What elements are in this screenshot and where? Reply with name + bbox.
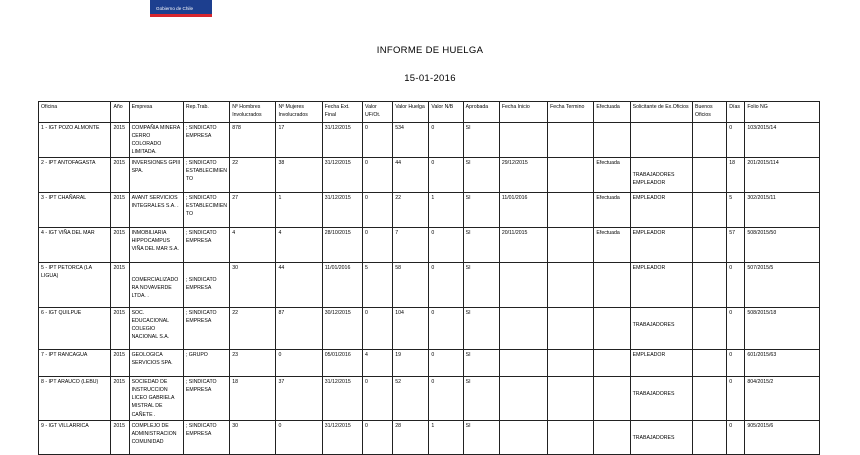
col-header: Folio NG [745, 102, 820, 123]
cell-hombres: 22 [230, 158, 276, 193]
cell-valor-nb: 1 [429, 193, 463, 228]
cell-valor-nb: 0 [429, 308, 463, 350]
cell-oficina: 6 - IGT QUILPUE [39, 308, 111, 350]
cell-valor-huelga: 7 [393, 228, 429, 263]
cell-rep: ; SINDICATO ESTABLECIMIENTO [183, 193, 229, 228]
cell-buenos [693, 228, 727, 263]
cell-mujeres: 17 [276, 123, 322, 158]
cell-mujeres: 37 [276, 377, 322, 420]
cell-dias: 0 [727, 350, 745, 377]
cell-empresa: AVANT SERVICIOS INTEGRALES S.A. . [129, 193, 183, 228]
cell-termino [548, 263, 594, 308]
cell-solicitante [630, 308, 692, 350]
government-logo [150, 0, 212, 17]
cell-fecha-ext: 31/12/2015 [322, 123, 362, 158]
cell-valor-huelga: 22 [393, 193, 429, 228]
cell-dias: 0 [727, 420, 745, 454]
cell-mujeres: 38 [276, 158, 322, 193]
col-header: Valor N/B [429, 102, 463, 123]
cell-buenos [693, 193, 727, 228]
cell-buenos [693, 377, 727, 420]
cell-empresa: COMPAÑIA MINERA CERRO COLORADO LIMITADA. [129, 123, 183, 158]
cell-efectuada [594, 123, 630, 158]
cell-termino [548, 158, 594, 193]
col-header: Año [111, 102, 129, 123]
cell-solicitante [630, 158, 692, 193]
col-header: Aprobada [463, 102, 499, 123]
cell-aprobada: SI [463, 228, 499, 263]
table-row [39, 377, 820, 420]
cell-solicitante: EMPLEADOR [630, 350, 692, 377]
cell-solicitante [630, 377, 692, 420]
cell-inicio [499, 350, 547, 377]
cell-hombres: 30 [230, 263, 276, 308]
table-row [39, 308, 820, 350]
cell-rep: ; SINDICATO EMPRESA [183, 308, 229, 350]
cell-empresa: SOC. EDUCACIONAL COLEGIO NACIONAL S.A. [129, 308, 183, 350]
cell-aprobada: SI [463, 350, 499, 377]
cell-inicio: 11/01/2016 [499, 193, 547, 228]
cell-dias: 0 [727, 263, 745, 308]
cell-buenos [693, 420, 727, 454]
cell-inicio [499, 123, 547, 158]
cell-empresa: SOCIEDAD DE INSTRUCCION LICEO GABRIELA MISTRAL DE CAÑETE . [129, 377, 183, 420]
cell-fecha-ext: 11/01/2016 [322, 263, 362, 308]
cell-inicio [499, 420, 547, 454]
cell-folio: 804/2015/2 [745, 377, 820, 420]
cell-oficina: 3 - IPT CHAÑARAL [39, 193, 111, 228]
cell-efectuada [594, 420, 630, 454]
cell-valor-nb: 0 [429, 228, 463, 263]
cell-aprobada: SI [463, 193, 499, 228]
cell-rep: ; SINDICATO EMPRESA [183, 377, 229, 420]
cell-solicitante: EMPLEADOR [630, 193, 692, 228]
cell-folio: 201/2015/114 [745, 158, 820, 193]
cell-solicitante [630, 420, 692, 454]
col-header: Buenos Oficios [693, 102, 727, 123]
cell-buenos [693, 308, 727, 350]
cell-solicitante [630, 123, 692, 158]
cell-oficina: 7 - IPT RANCAGUA [39, 350, 111, 377]
cell-fecha-ext: 31/12/2015 [322, 420, 362, 454]
cell-dias: 57 [727, 228, 745, 263]
cell-anio: 2015 [111, 377, 129, 420]
cell-hombres: 23 [230, 350, 276, 377]
cell-fecha-ext: 31/12/2015 [322, 377, 362, 420]
cell-oficina: 8 - IPT ARAUCO (LEBU) [39, 377, 111, 420]
cell-dias: 0 [727, 308, 745, 350]
cell-efectuada: Efectuada [594, 193, 630, 228]
cell-fecha-ext: 05/01/2016 [322, 350, 362, 377]
cell-valor-uf: 0 [363, 420, 393, 454]
strike-report-table [38, 101, 820, 455]
cell-valor-uf: 0 [363, 158, 393, 193]
cell-oficina: 2 - IPT ANTOFAGASTA [39, 158, 111, 193]
table-row [39, 158, 820, 193]
cell-anio: 2015 [111, 193, 129, 228]
cell-hombres: 18 [230, 377, 276, 420]
cell-valor-huelga: 58 [393, 263, 429, 308]
cell-termino [548, 308, 594, 350]
cell-valor-nb: 0 [429, 377, 463, 420]
col-header: Valor UF/Ot. [363, 102, 393, 123]
rep-text: ; SINDICATO EMPRESA [185, 277, 217, 292]
cell-termino [548, 123, 594, 158]
solicitante-text: TRABAJADORES [632, 391, 675, 398]
cell-aprobada: SI [463, 377, 499, 420]
col-header: Días [727, 102, 745, 123]
cell-valor-uf: 0 [363, 123, 393, 158]
cell-valor-nb: 0 [429, 350, 463, 377]
cell-valor-uf: 0 [363, 377, 393, 420]
cell-rep [183, 263, 229, 308]
cell-fecha-ext: 28/10/2015 [322, 228, 362, 263]
cell-rep: ; SINDICATO EMPRESA [183, 420, 229, 454]
cell-folio: 905/2015/6 [745, 420, 820, 454]
cell-buenos [693, 123, 727, 158]
cell-rep: ; SINDICATO EMPRESA [183, 228, 229, 263]
cell-anio: 2015 [111, 263, 129, 308]
cell-oficina: 5 - IPT PETORCA (LA LIGUA) [39, 263, 111, 308]
cell-valor-huelga: 52 [393, 377, 429, 420]
cell-valor-huelga: 104 [393, 308, 429, 350]
col-header: Nº Hombres Involucrados [230, 102, 276, 123]
cell-anio: 2015 [111, 420, 129, 454]
col-header: Efectuada [594, 102, 630, 123]
cell-aprobada: SI [463, 263, 499, 308]
cell-aprobada: SI [463, 123, 499, 158]
cell-valor-nb: 1 [429, 420, 463, 454]
cell-folio: 103/2015/14 [745, 123, 820, 158]
table-row [39, 350, 820, 377]
cell-inicio [499, 308, 547, 350]
cell-empresa: GEOLOGICA SERVICIOS SPA. [129, 350, 183, 377]
cell-oficina: 1 - IGT POZO ALMONTE [39, 123, 111, 158]
cell-empresa: COMPLEJO DE ADMINISTRACION COMUNIDAD [129, 420, 183, 454]
cell-hombres: 4 [230, 228, 276, 263]
col-header: Nº Mujeres Involucrados [276, 102, 322, 123]
table-row [39, 193, 820, 228]
table-row [39, 263, 820, 308]
cell-valor-nb: 0 [429, 123, 463, 158]
cell-solicitante: EMPLEADOR [630, 263, 692, 308]
cell-valor-huelga: 44 [393, 158, 429, 193]
cell-valor-uf: 5 [363, 263, 393, 308]
cell-folio: 601/2015/63 [745, 350, 820, 377]
cell-folio: 507/2015/5 [745, 263, 820, 308]
logo-text: Gobierno de Chile [156, 6, 194, 11]
solicitante-text: TRABAJADORES [632, 322, 675, 329]
cell-empresa: INMOBILIARIA HIPPOCAMPUS VIÑA DEL MAR S.A. [129, 228, 183, 263]
cell-efectuada [594, 263, 630, 308]
cell-efectuada: Efectuada [594, 158, 630, 193]
col-header: Empresa [129, 102, 183, 123]
cell-hombres: 878 [230, 123, 276, 158]
cell-valor-uf: 0 [363, 193, 393, 228]
cell-dias: 0 [727, 377, 745, 420]
cell-fecha-ext: 31/12/2015 [322, 193, 362, 228]
solicitante-text: TRABAJADORES [632, 434, 675, 441]
cell-efectuada [594, 308, 630, 350]
cell-efectuada [594, 377, 630, 420]
cell-valor-huelga: 28 [393, 420, 429, 454]
cell-dias: 5 [727, 193, 745, 228]
cell-anio: 2015 [111, 158, 129, 193]
cell-hombres: 30 [230, 420, 276, 454]
cell-dias: 0 [727, 123, 745, 158]
cell-aprobada: SI [463, 158, 499, 193]
cell-buenos [693, 350, 727, 377]
col-header: Fecha Ext. Final [322, 102, 362, 123]
report-date: 15-01-2016 [404, 73, 456, 84]
cell-mujeres: 0 [276, 350, 322, 377]
cell-anio: 2015 [111, 350, 129, 377]
cell-valor-uf: 0 [363, 308, 393, 350]
cell-inicio [499, 263, 547, 308]
cell-valor-huelga: 19 [393, 350, 429, 377]
cell-mujeres: 0 [276, 420, 322, 454]
cell-solicitante: EMPLEADOR [630, 228, 692, 263]
cell-termino [548, 377, 594, 420]
cell-rep: ; SINDICATO EMPRESA [183, 123, 229, 158]
col-header: Valor Huelga [393, 102, 429, 123]
cell-oficina: 9 - IGT VILLARRICA [39, 420, 111, 454]
report-title: INFORME DE HUELGA [376, 45, 484, 56]
cell-inicio: 20/11/2015 [499, 228, 547, 263]
col-header: Rep.Trab. [183, 102, 229, 123]
cell-valor-huelga: 534 [393, 123, 429, 158]
cell-mujeres: 4 [276, 228, 322, 263]
cell-buenos [693, 158, 727, 193]
col-header: Oficina [39, 102, 111, 123]
cell-folio: 508/2015/50 [745, 228, 820, 263]
cell-efectuada: Efectuada [594, 228, 630, 263]
cell-hombres: 22 [230, 308, 276, 350]
cell-oficina: 4 - IGT VIÑA DEL MAR [39, 228, 111, 263]
cell-folio: 302/2015/11 [745, 193, 820, 228]
cell-valor-uf: 0 [363, 228, 393, 263]
cell-termino [548, 193, 594, 228]
cell-buenos [693, 263, 727, 308]
cell-hombres: 27 [230, 193, 276, 228]
cell-mujeres: 44 [276, 263, 322, 308]
cell-anio: 2015 [111, 228, 129, 263]
cell-empresa: INVERSIONES GPIII SPA. [129, 158, 183, 193]
cell-rep: ; GRUPO [183, 350, 229, 377]
table-row [39, 228, 820, 263]
cell-aprobada: SI [463, 308, 499, 350]
cell-valor-nb: 0 [429, 158, 463, 193]
cell-termino [548, 420, 594, 454]
cell-folio: 508/2015/18 [745, 308, 820, 350]
col-header: Fecha Inicio [499, 102, 547, 123]
table-header-row [39, 102, 820, 123]
cell-inicio: 29/12/2015 [499, 158, 547, 193]
cell-valor-nb: 0 [429, 263, 463, 308]
cell-rep: ; SINDICATO ESTABLECIMIENTO [183, 158, 229, 193]
cell-aprobada: SI [463, 420, 499, 454]
cell-fecha-ext: 30/12/2015 [322, 308, 362, 350]
cell-valor-uf: 4 [363, 350, 393, 377]
table-row [39, 420, 820, 454]
cell-efectuada [594, 350, 630, 377]
cell-termino [548, 350, 594, 377]
col-header: Fecha Termino [548, 102, 594, 123]
cell-fecha-ext: 31/12/2015 [322, 158, 362, 193]
cell-dias: 18 [727, 158, 745, 193]
solicitante-text: TRABAJADORES EMPLEADOR [632, 172, 675, 187]
table-row [39, 123, 820, 158]
cell-termino [548, 228, 594, 263]
cell-anio: 2015 [111, 308, 129, 350]
empresa-text: COMERCIALIZADORA NOVAVERDE LTDA. . [131, 277, 179, 300]
cell-mujeres: 87 [276, 308, 322, 350]
cell-anio: 2015 [111, 123, 129, 158]
col-header: Solicitante de Ex.Oficios [630, 102, 692, 123]
cell-mujeres: 1 [276, 193, 322, 228]
cell-inicio [499, 377, 547, 420]
cell-empresa [129, 263, 183, 308]
